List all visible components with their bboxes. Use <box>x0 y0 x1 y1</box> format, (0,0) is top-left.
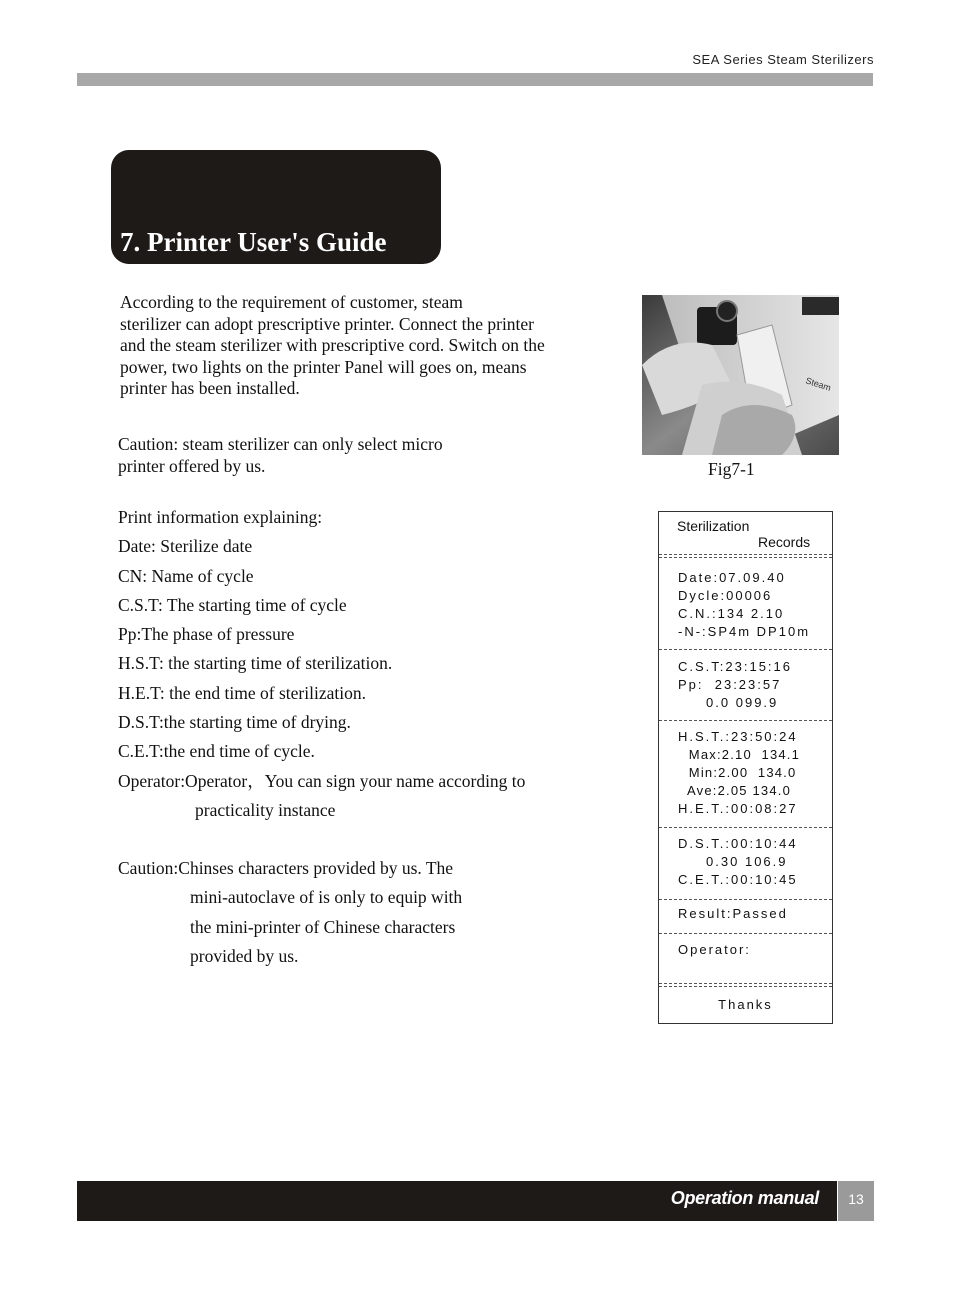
list-item: CN: Name of cycle <box>118 565 254 586</box>
receipt-line: C.E.T.:00:10:45 <box>678 872 798 887</box>
receipt-section-thanks <box>659 996 832 1014</box>
receipt-section-cycle <box>678 569 832 641</box>
caution-line: the mini-printer of Chinese characters <box>190 916 456 937</box>
caution-line: provided by us. <box>190 945 299 966</box>
receipt-line: 0.0 099.9 <box>678 695 779 710</box>
receipt-section-drying <box>678 835 832 889</box>
list-item: C.S.T: The starting time of cycle <box>118 594 347 615</box>
list-item: D.S.T:the starting time of drying. <box>118 712 351 733</box>
caution-line: Caution:Chinses characters provided by us. The <box>118 858 454 878</box>
footer-label: Operation manual <box>670 1188 819 1208</box>
receipt-section-start <box>678 658 832 712</box>
caution-line: Caution: steam sterilizer can only select micro <box>118 434 443 454</box>
receipt-line: D.S.T.:00:10:44 <box>678 836 798 851</box>
figure-caption: Fig7-1 <box>708 459 755 479</box>
section-title-box <box>111 150 441 264</box>
list-item: practicality instance <box>195 799 336 820</box>
page-number: 13 <box>848 1191 864 1207</box>
receipt-divider <box>659 986 832 987</box>
intro-line: printer has been installed. <box>120 378 300 398</box>
receipt-line: Dycle:00006 <box>678 588 773 603</box>
list-item: Date: Sterilize date <box>118 536 253 557</box>
printer-receipt-sample <box>658 511 833 1024</box>
caution-line: mini-autoclave of is only to equip with <box>190 887 463 908</box>
receipt-line: Min:2.00 134.0 <box>684 765 797 780</box>
receipt-line: Max:2.10 134.1 <box>684 747 801 762</box>
list-item: C.E.T:the end time of cycle. <box>118 741 315 762</box>
receipt-section-sterilization <box>678 728 832 818</box>
series-title: SEA Series Steam Sterilizers <box>692 52 874 67</box>
intro-line: sterilizer can adopt prescriptive printer. Connect the printer <box>120 313 535 334</box>
receipt-title-line-2: Records <box>758 534 811 550</box>
receipt-divider <box>659 827 832 828</box>
receipt-line: 0.30 106.9 <box>678 854 788 869</box>
receipt-line: C.S.T:23:15:16 <box>678 659 792 674</box>
receipt-line: Ave:2.05 134.0 <box>687 783 792 798</box>
intro-line: power, two lights on the printer Panel will goes on, means <box>120 356 527 377</box>
receipt-divider <box>659 557 832 558</box>
photo-illustration <box>642 295 839 455</box>
list-item: Pp:The phase of pressure <box>118 624 295 645</box>
receipt-divider <box>659 720 832 721</box>
receipt-line: H.E.T.:00:08:27 <box>678 801 798 816</box>
receipt-line: Date:07.09.40 <box>678 570 786 585</box>
section-title: 7. Printer User's Guide <box>120 227 387 257</box>
receipt-line: -N-:SP4m DP10m <box>678 624 811 639</box>
intro-paragraph <box>120 292 590 400</box>
list-item: Print information explaining: <box>118 507 323 527</box>
list-item: H.E.T: the end time of sterilization. <box>118 682 366 703</box>
receipt-divider <box>659 899 832 900</box>
receipt-divider <box>659 933 832 934</box>
receipt-title-line-1: Sterilization <box>677 518 750 534</box>
receipt-line: Pp: 23:23:57 <box>678 677 782 692</box>
header-bar <box>77 73 873 86</box>
print-info-list <box>118 506 525 828</box>
intro-line: According to the requirement of customer, steam <box>120 292 463 312</box>
caution-note-chinese <box>118 857 462 974</box>
list-item: Operator:Operator，You can sign your name according to <box>118 770 526 791</box>
list-item: H.S.T: the starting time of sterilization. <box>118 653 393 674</box>
receipt-divider <box>659 554 832 555</box>
receipt-divider <box>659 649 832 650</box>
receipt-thanks: Thanks <box>718 997 773 1012</box>
receipt-operator: Operator: <box>678 942 751 957</box>
printer-connection-photo <box>642 295 839 455</box>
receipt-result: Result:Passed <box>678 906 788 921</box>
intro-line: and the steam sterilizer with prescriptive cord. Switch on the <box>120 335 545 355</box>
footer-bar <box>77 1181 837 1221</box>
caution-note-printer <box>118 434 443 477</box>
receipt-title <box>677 518 832 550</box>
photo-label: Steam <box>804 375 833 393</box>
receipt-section-result <box>678 905 832 923</box>
receipt-divider <box>659 983 832 984</box>
receipt-line: C.N.:134 2.10 <box>678 606 785 621</box>
receipt-section-operator <box>678 941 832 959</box>
page-number-box <box>838 1181 874 1221</box>
receipt-line: H.S.T.:23:50:24 <box>678 729 798 744</box>
caution-line: printer offered by us. <box>118 455 266 476</box>
